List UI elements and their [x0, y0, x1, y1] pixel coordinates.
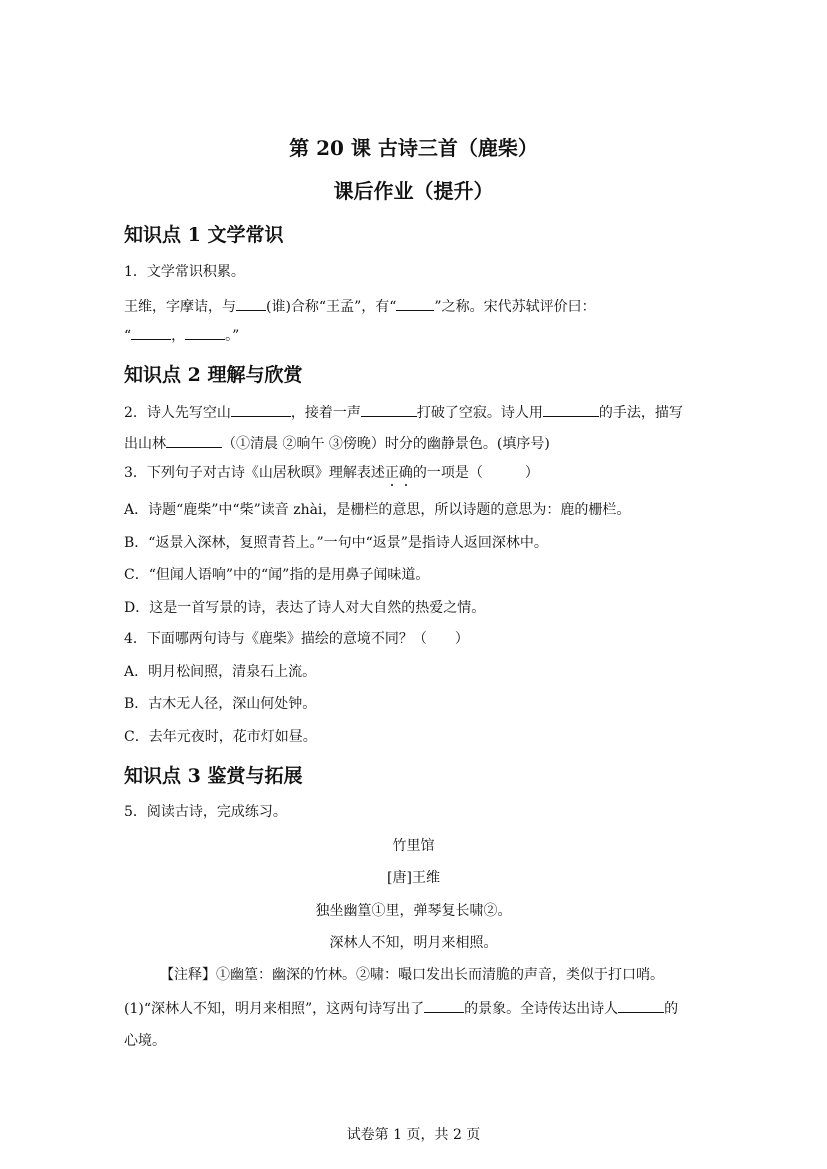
q4-option-a: A．明月松间照，清泉石上流。: [124, 664, 317, 680]
section-heading-3: 知识点 3 鉴赏与拓展: [124, 765, 303, 787]
q4-stem: 4．下面哪两句诗与《鹿柴》描绘的意境不同？（ ）: [124, 631, 469, 647]
q5-sub1-line1: [124, 998, 678, 1018]
q1-text: 。”: [225, 328, 240, 344]
q5-stem: 5．阅读古诗，完成练习。: [124, 804, 287, 820]
section-heading-1: 知识点 1 文学常识: [124, 224, 284, 246]
section-heading-2: 知识点 2 理解与欣赏: [124, 364, 303, 386]
q4-option-b: B．古木无人径，深山何处钟。: [124, 696, 317, 712]
q3-stem: [124, 462, 539, 482]
q1-text: ，: [171, 328, 186, 344]
q1-line2: [124, 325, 239, 345]
q1-text: ”之称。宋代苏轼评价曰：: [434, 299, 596, 315]
poem-line-2: 深林人不知，明月来相照。: [329, 935, 498, 951]
answer-blank[interactable]: [166, 433, 222, 448]
emphasis-char: 正: [384, 465, 399, 481]
q1-text: 王维，字摩诘，与: [124, 299, 236, 315]
q2-line1: [124, 402, 683, 422]
q4-option-c: C．去年元夜时，花市灯如昼。: [124, 729, 317, 745]
q3-option-b: B．“返景入深林，复照青苔上。”一句中“返景”是指诗人返回深林中。: [124, 535, 548, 551]
q2-text: 打破了空寂。诗人用: [416, 405, 543, 421]
q5-text: (1)“深林人不知，明月来相照”，这两句诗写出了: [124, 1001, 425, 1017]
q5-text: 的景象。全诗传达出诗人: [464, 1001, 619, 1017]
poem-line-1: 独坐幽篁①里，弹琴复长啸②。: [315, 903, 512, 919]
q3-text: 的一项是（ ）: [412, 465, 539, 481]
answer-blank[interactable]: [231, 402, 291, 417]
page-footer: 试卷第 1 页，共 2 页: [346, 1127, 481, 1143]
q2-line2: [124, 433, 550, 453]
answer-blank[interactable]: [424, 998, 464, 1013]
q3-option-c: C．“但闻人语响”中的“闻”指的是用鼻子闻味道。: [124, 567, 430, 583]
q2-text: 2．诗人先写空山: [124, 405, 231, 421]
poem-title: 竹里馆: [392, 838, 435, 854]
poem-note: 【注释】①幽篁：幽深的竹林。②啸：嘬口发出长而清脆的声音，类似于打口哨。: [160, 967, 664, 983]
q2-text: （①清晨 ②晌午 ③傍晚）时分的幽静景色。(填序号): [222, 436, 550, 452]
answer-blank[interactable]: [361, 402, 417, 417]
q2-text: ，接着一声: [290, 405, 361, 421]
q1-text: “: [124, 328, 132, 344]
q3-option-a: A．诗题“鹿柴”中“柴”读音 zhài，是栅栏的意思，所以诗题的意思为：鹿的栅栏。: [124, 502, 631, 518]
q1-line1: [124, 296, 596, 316]
answer-blank[interactable]: [396, 296, 434, 311]
q1-stem: 1．文学常识积累。: [124, 264, 245, 280]
answer-blank[interactable]: [131, 325, 171, 340]
q5-sub1-line2: 心境。: [124, 1033, 166, 1049]
poem-author: [唐]王维: [387, 870, 440, 886]
q5-text: 的: [664, 1001, 679, 1017]
page-subtitle: 课后作业（提升）: [333, 179, 494, 203]
answer-blank[interactable]: [543, 402, 599, 417]
answer-blank[interactable]: [236, 296, 266, 311]
answer-blank[interactable]: [618, 998, 664, 1013]
emphasis-char: 确: [398, 465, 413, 481]
q2-text: 出山林: [124, 436, 166, 452]
answer-blank[interactable]: [185, 325, 225, 340]
page-title: 第 20 课 古诗三首（鹿柴）: [289, 136, 538, 160]
q3-option-d: D．这是一首写景的诗，表达了诗人对大自然的热爱之情。: [124, 600, 486, 616]
q2-text: 的手法，描写: [598, 405, 683, 421]
q3-text: 3．下列句子对古诗《山居秋暝》理解表述: [124, 465, 385, 481]
q1-text: (谁)合称“王孟”，有“: [266, 299, 397, 315]
